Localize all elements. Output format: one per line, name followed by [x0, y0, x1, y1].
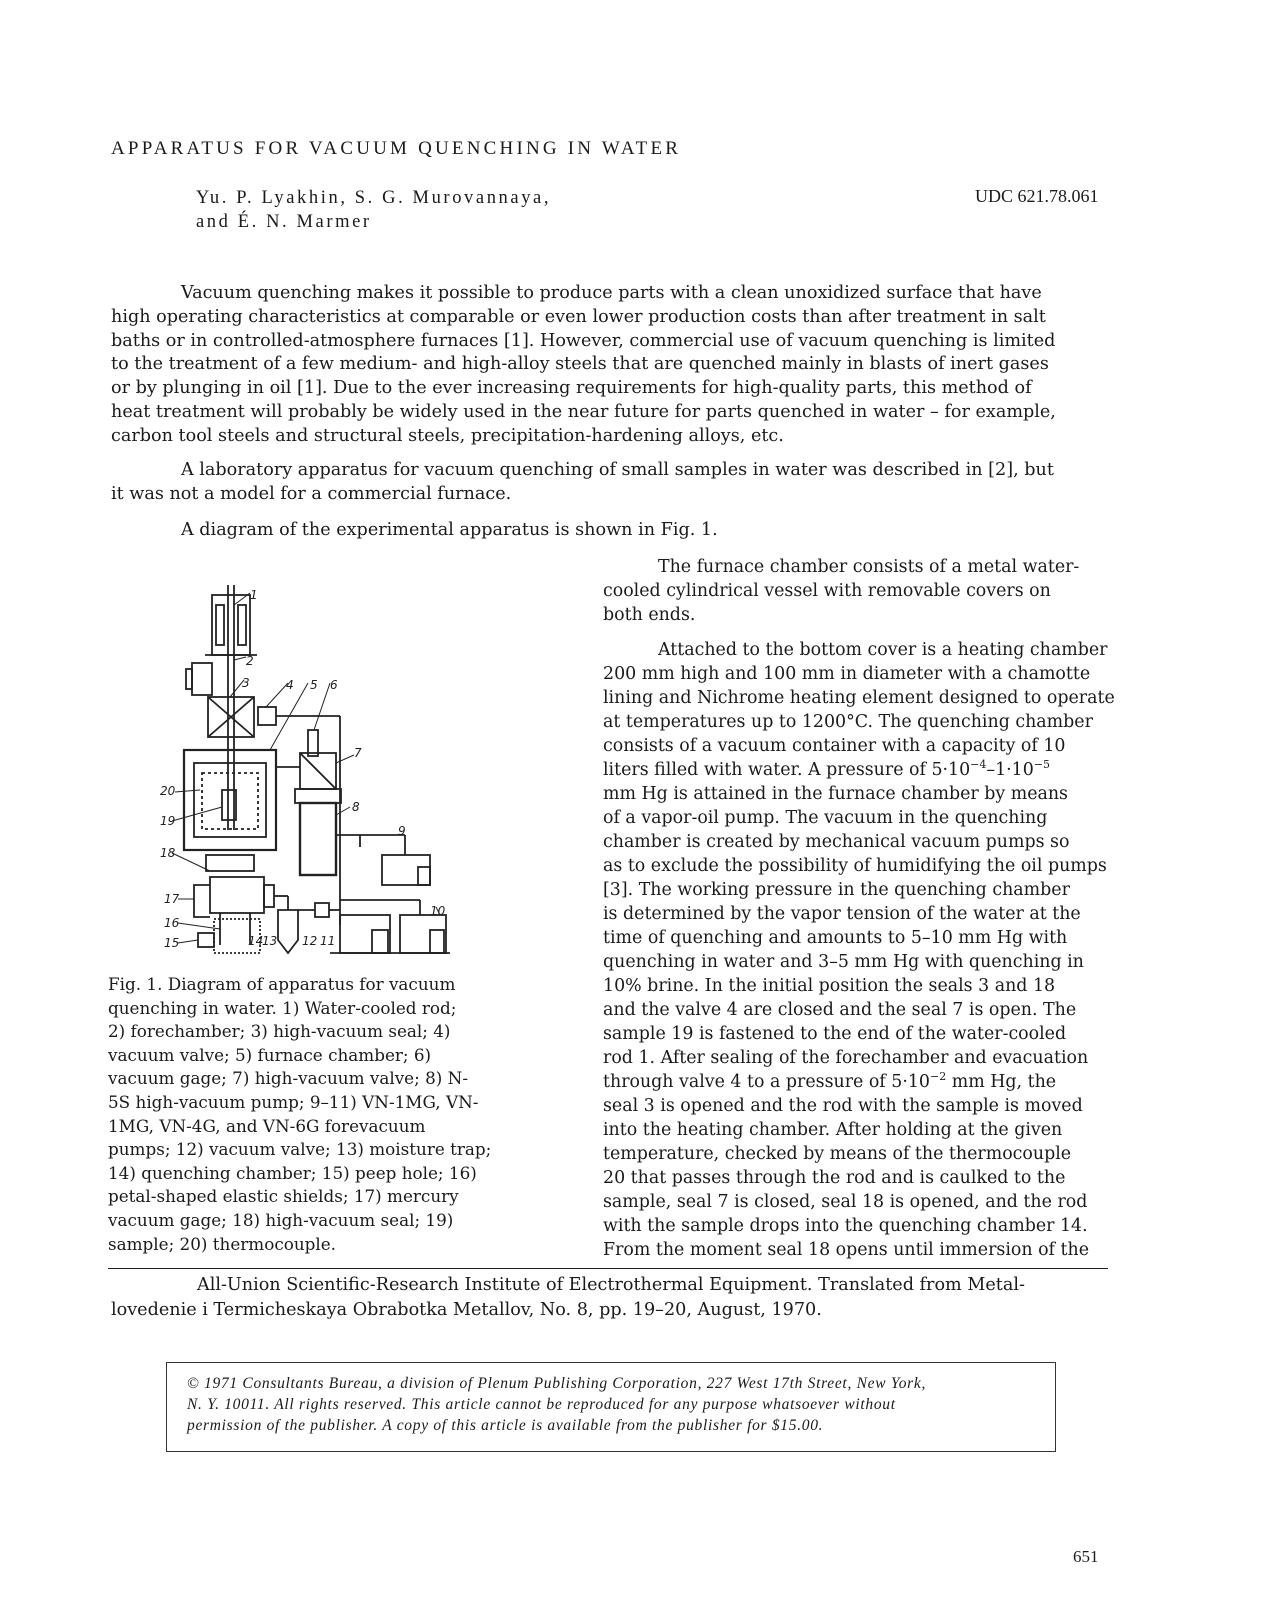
- caption-line: quenching in water. 1) Water-cooled rod;: [108, 997, 457, 1018]
- text-line: chamber is created by mechanical vacuum pumps so: [603, 832, 1070, 852]
- text-line: as to exclude the possibility of humidifying the oil pumps: [603, 856, 1107, 876]
- text-line: A laboratory apparatus for vacuum quenching of small samples in water was described in [2], but: [181, 460, 1054, 480]
- exponent: −2: [929, 1070, 947, 1083]
- label-17: 17: [164, 892, 180, 906]
- text-line: lining and Nichrome heating element designed to operate: [603, 688, 1115, 708]
- udc-code: UDC 621.78.061: [975, 186, 1099, 206]
- footnote-divider: [108, 1268, 1108, 1269]
- peep-hole-15: [198, 933, 214, 947]
- text-line: of a vapor-oil pump. The vacuum in the quenching: [603, 808, 1048, 828]
- vacuum-valve-4: [258, 707, 276, 725]
- copyright-box: [166, 1362, 1056, 1452]
- text-line: sample 19 is fastened to the end of the water-cooled: [603, 1024, 1067, 1044]
- text-fragment: liters filled with water. A pressure of 5·10: [603, 760, 971, 780]
- label-1: 1: [250, 588, 258, 602]
- text-line: with the sample drops into the quenching chamber 14.: [603, 1216, 1088, 1236]
- text-line: From the moment seal 18 opens until immersion of the: [603, 1240, 1090, 1260]
- furnace-chamber: [184, 750, 276, 850]
- label-15: 15: [164, 936, 180, 950]
- label-16: 16: [164, 916, 180, 930]
- intro-paragraph-1: [111, 282, 1056, 449]
- text-fragment: through valve 4 to a pressure of 5·10: [603, 1072, 930, 1092]
- apparatus-diagram: [150, 585, 470, 965]
- text-line: or by plunging in oil [1]. Due to the ever increasing requirements for high-quality parts, this method of: [111, 378, 1032, 399]
- text-line: and the valve 4 are closed and the seal 7 is open. The: [603, 1000, 1077, 1020]
- exponent: −5: [1033, 758, 1051, 771]
- lower-chamber: [210, 877, 264, 913]
- copyright-line: N. Y. 10011. All rights reserved. This article cannot be reproduced for any purpose whatsoever without: [187, 1396, 896, 1413]
- text-line: quenching in water and 3–5 mm Hg with quenching in: [603, 952, 1084, 972]
- high-vacuum-pump-8: [300, 803, 336, 875]
- label-8: 8: [352, 800, 360, 814]
- label-6: 6: [330, 678, 338, 692]
- text-line: temperature, checked by means of the thermocouple: [603, 1144, 1072, 1164]
- figure-caption: [108, 973, 528, 1256]
- label-20: 20: [160, 784, 176, 798]
- label-19: 19: [160, 814, 176, 828]
- label-4: 4: [286, 678, 294, 692]
- text-line: mm Hg is attained in the furnace chamber by means: [603, 784, 1068, 804]
- caption-line: sample; 20) thermocouple.: [108, 1233, 336, 1254]
- label-5: 5: [310, 678, 318, 692]
- text-line-pressure: [603, 1070, 1158, 1094]
- intro-paragraph-3: [181, 519, 718, 543]
- text-line: time of quenching and amounts to 5–10 mm Hg with: [603, 928, 1068, 948]
- caption-line: 2) forechamber; 3) high-vacuum seal; 4): [108, 1021, 451, 1042]
- label-3: 3: [242, 676, 250, 690]
- forevacuum-pump-10: [400, 915, 446, 953]
- heating-chamber: [194, 763, 266, 837]
- text-line: sample, seal 7 is closed, seal 18 is opened, and the rod: [603, 1192, 1088, 1212]
- text-line: seal 3 is opened and the rod with the sample is moved: [603, 1096, 1083, 1116]
- text-line: 200 mm high and 100 mm in diameter with a chamotte: [603, 664, 1091, 684]
- forevacuum-pump-11: [340, 915, 390, 953]
- text-line: 10% brine. In the initial position the seals 3 and 18: [603, 976, 1056, 996]
- caption-line: 5S high-vacuum pump; 9–11) VN-1MG, VN-: [108, 1091, 479, 1112]
- label-14: 14: [248, 934, 264, 948]
- label-12: 12: [302, 934, 318, 948]
- text-line-pressure: [603, 758, 1158, 782]
- footnote-line: lovedenie i Termicheskaya Obrabotka Metallov, No. 8, pp. 19–20, August, 1970.: [111, 1300, 822, 1320]
- caption-line: vacuum gage; 18) high-vacuum seal; 19): [108, 1209, 454, 1230]
- footnote-line: All-Union Scientific-Research Institute of Electrothermal Equipment. Translated from Metal-: [197, 1275, 1025, 1295]
- footnote: [111, 1273, 1025, 1323]
- side-port: [192, 663, 212, 695]
- moisture-trap-13: [278, 910, 298, 953]
- text-fragment: –1·10: [986, 760, 1034, 780]
- label-7: 7: [354, 746, 362, 760]
- forevacuum-pump-9: [382, 855, 430, 885]
- text-line: into the heating chamber. After holding at the given: [603, 1120, 1063, 1140]
- right-column-text: [603, 555, 1158, 1262]
- label-10: 10: [430, 904, 446, 918]
- caption-line: 14) quenching chamber; 15) peep hole; 16): [108, 1162, 477, 1183]
- copyright-line: permission of the publisher. A copy of this article is available from the publisher for $15.00.: [187, 1417, 824, 1434]
- intro-paragraph-2: [111, 459, 1054, 507]
- copyright-line: © 1971 Consultants Bureau, a division of Plenum Publishing Corporation, 227 West 17th Street, New York,: [187, 1375, 927, 1392]
- text-line: is determined by the vapor tension of the water at the: [603, 904, 1081, 924]
- authors-line-2: and É. N. Marmer: [196, 212, 372, 232]
- text-line: both ends.: [603, 605, 696, 625]
- text-line: it was not a model for a commercial furnace.: [111, 483, 512, 504]
- forechamber-top: [212, 595, 250, 655]
- vacuum-gage-6: [308, 730, 318, 756]
- text-line: to the treatment of a few medium- and high-alloy steels that are quenched mainly in blasts of inert gases: [111, 354, 1049, 375]
- label-13: 13: [262, 934, 278, 948]
- text-line: Attached to the bottom cover is a heating chamber: [658, 640, 1108, 660]
- vacuum-valve-12: [315, 903, 329, 917]
- article-title: APPARATUS FOR VACUUM QUENCHING IN WATER: [111, 138, 682, 159]
- caption-line: vacuum gage; 7) high-vacuum valve; 8) N-: [108, 1068, 469, 1089]
- text-line: 20 that passes through the rod and is caulked to the: [603, 1168, 1066, 1188]
- mercury-gage-17: [194, 885, 210, 917]
- label-11: 11: [320, 934, 336, 948]
- author-list: [196, 186, 551, 234]
- text-line: The furnace chamber consists of a metal water-: [658, 557, 1080, 577]
- text-line: high operating characteristics at comparable or even lower production costs than after treatment in salt: [111, 306, 1046, 327]
- caption-line: pumps; 12) vacuum valve; 13) moisture trap;: [108, 1139, 492, 1160]
- text-line: Vacuum quenching makes it possible to produce parts with a clean unoxidized surface that have: [181, 283, 1042, 303]
- label-9: 9: [398, 824, 406, 838]
- text-line: baths or in controlled-atmosphere furnaces [1]. However, commercial use of vacuum quenching is limited: [111, 330, 1056, 351]
- label-18: 18: [160, 846, 176, 860]
- exponent: −4: [970, 758, 987, 771]
- high-vacuum-seal-18: [206, 855, 254, 871]
- text-line: carbon tool steels and structural steels, precipitation-hardening alloys, etc.: [111, 425, 784, 446]
- authors-line-1: Yu. P. Lyakhin, S. G. Murovannaya,: [196, 188, 552, 208]
- text-line: [3]. The working pressure in the quenching chamber: [603, 880, 1070, 900]
- caption-line: Fig. 1. Diagram of apparatus for vacuum: [108, 974, 456, 994]
- text-line: at temperatures up to 1200°C. The quenching chamber: [603, 712, 1093, 732]
- caption-line: vacuum valve; 5) furnace chamber; 6): [108, 1044, 432, 1065]
- text-line: consists of a vacuum container with a capacity of 10: [603, 736, 1066, 756]
- caption-line: 1MG, VN-4G, and VN-6G forevacuum: [108, 1115, 426, 1136]
- caption-line: petal-shaped elastic shields; 17) mercury: [108, 1186, 459, 1207]
- text-line: heat treatment will probably be widely used in the near future for parts quenched in water – for example,: [111, 401, 1056, 422]
- text-fragment: mm Hg, the: [946, 1072, 1057, 1092]
- label-2: 2: [246, 654, 254, 668]
- text-line: cooled cylindrical vessel with removable covers on: [603, 581, 1051, 601]
- text-line: rod 1. After sealing of the forechamber and evacuation: [603, 1048, 1089, 1068]
- page-number: 651: [1073, 1547, 1099, 1566]
- text-line: A diagram of the experimental apparatus is shown in Fig. 1.: [181, 520, 718, 540]
